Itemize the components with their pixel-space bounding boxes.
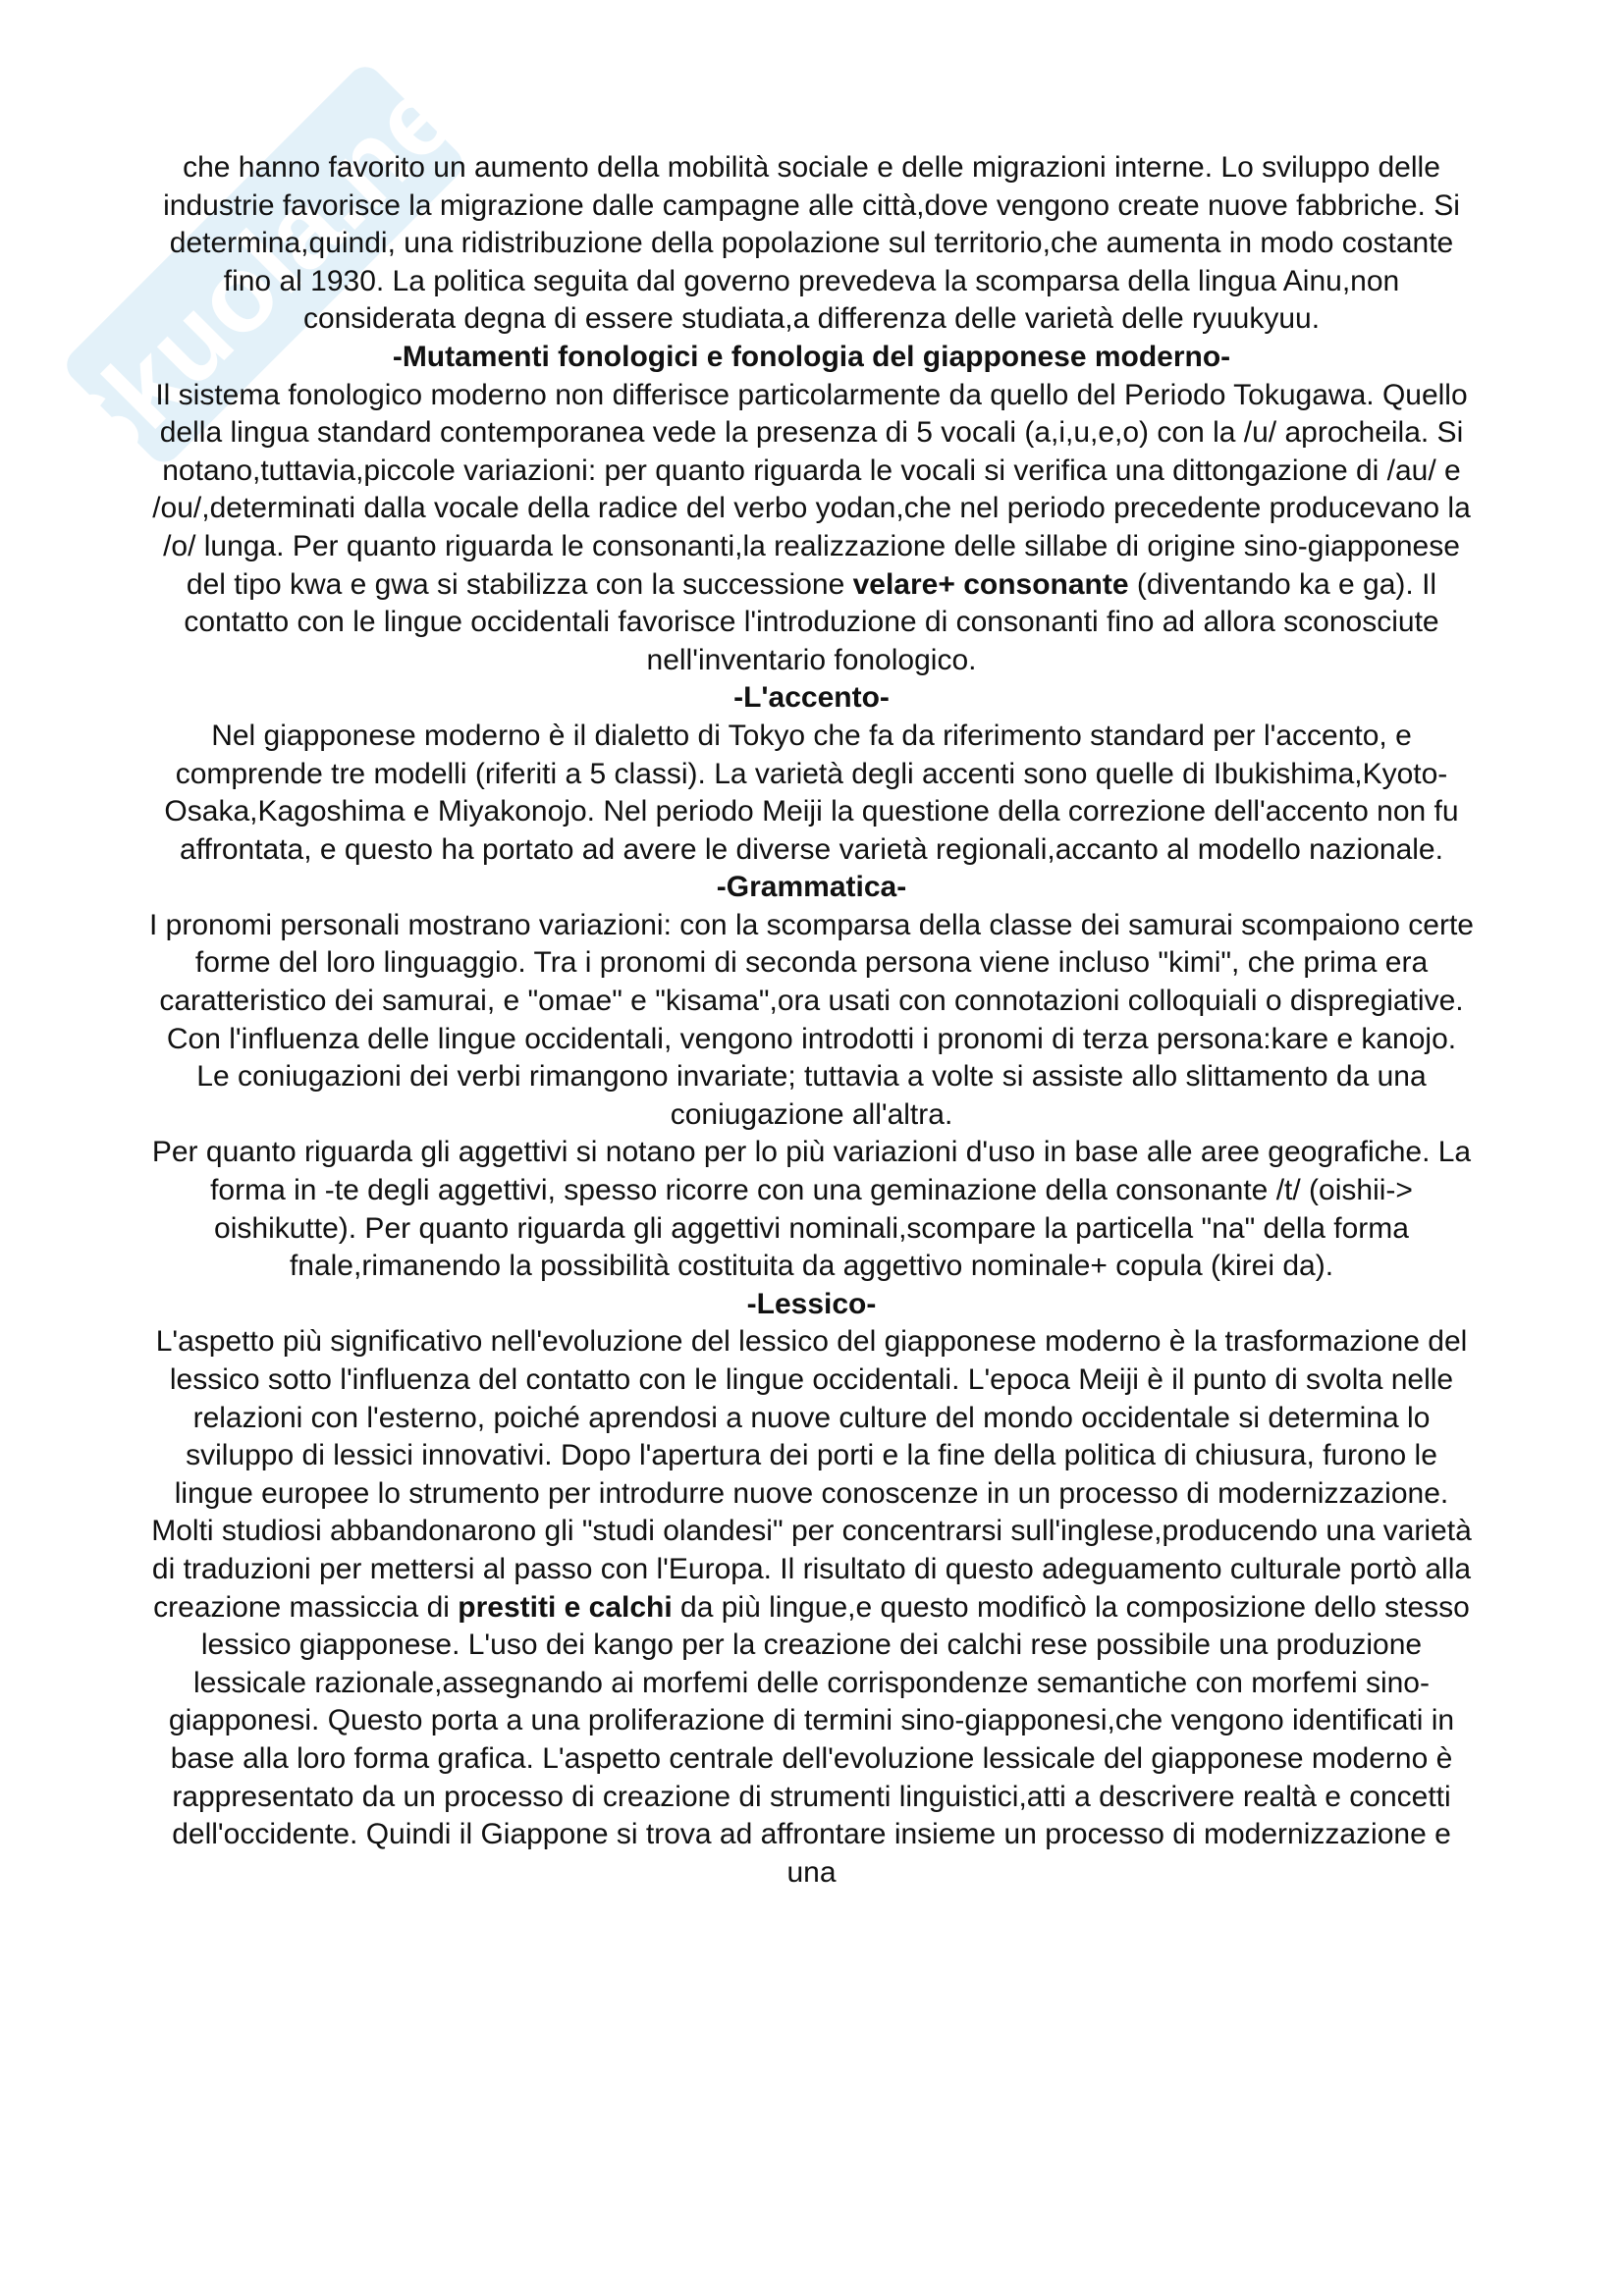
grammatica-paragraph-aggettivi: Per quanto riguarda gli aggettivi si notano per lo più variazioni d'uso in base alle aree geografiche. La forma in -te degli aggettivi, spesso ricorre con una geminazione della consonante /t/ (oishii-> oishikutte). Per quanto riguarda gli aggettivi nominali,scompare la particella "na" della forma fnale,rimanendo la possibilità costituita da aggettivo nominale+ copula (kirei da). (151, 1136, 1472, 1283)
grammatica-paragraph-pronomi: I pronomi personali mostrano variazioni: con la scomparsa della classe dei samurai scompaiono certe forme del loro linguaggio. Tra i pronomi di seconda persona viene incluso "kimi", che prima era caratteristico dei samurai, e "omae" e "kisama",ora usati con connotazioni colloquiali o dispregiative. Con l'influenza delle lingue occidentali, vengono introdotti i pronomi di terza persona:kare e kanojo. (149, 908, 1474, 1055)
accento-paragraph: Nel giapponese moderno è il dialetto di Tokyo che fa da riferimento standard per l'accento, e comprende tre modelli (riferiti a 5 classi). La varietà degli accenti sono quelle di Ibukishima,Kyoto-Osaka,Kagoshima e Miyakonojo. Nel periodo Meiji la questione della correzione dell'accento non fu affrontata, e questo ha portato ad avere le diverse varietà regionali,accanto al modello nazionale. (164, 719, 1459, 866)
fonologia-text-before: Il sistema fonologico moderno non differisce particolarmente da quello del Periodo Tokugawa. Quello della lingua standard contemporanea vede la presenza di 5 vocali (a,i,u,e,o) con la /u/ aprocheila. Si notano,tuttavia,piccole variazioni: per quanto riguarda le vocali si verifica una dittongazione di /au/ e /ou/,determinati dalla vocale della radice del verbo yodan,che nel periodo precedente producevano la /o/ lunga. Per quanto riguarda le consonanti,la realizzazione delle sillabe di origine sino-giapponese del tipo kwa e gwa si stabilizza con la successione (152, 378, 1471, 601)
lessico-text-after: da più lingue,e questo modificò la composizione dello stesso lessico giapponese. L'uso dei kango per la creazione dei calchi rese possibile una produzione lessicale razionale,assegnando ai morfemi delle corrispondenze semantiche con morfemi sino-giapponesi. Questo porta a una proliferazione di termini sino-giapponesi,che vengono identificati in base alla loro forma grafica. L'aspetto centrale dell'evoluzione lessicale del giapponese moderno è rappresentato da un processo di creazione di strumenti linguistici,atti a descrivere realtà e concetti dell'occidente. Quindi il Giappone si trova ad affrontare insieme un processo di modernizzazione e una (168, 1590, 1470, 1889)
fonologia-paragraph (147, 377, 1476, 680)
grammatica-paragraph-verbi: Le coniugazioni dei verbi rimangono invariate; tuttavia a volte si assiste allo slittamento da una coniugazione all'altra. (196, 1060, 1427, 1131)
heading-lessico: -Lessico- (746, 1287, 877, 1320)
heading-fonologia: -Mutamenti fonologici e fonologia del giapponese moderno- (392, 340, 1231, 373)
document-page (147, 149, 1476, 1892)
watermark-text: Skuola.net (30, 30, 503, 503)
lessico-paragraph (147, 1323, 1476, 1892)
heading-grammatica: -Grammatica- (716, 871, 907, 904)
lessico-bold-term: prestiti e calchi (458, 1590, 673, 1624)
heading-accento: -L'accento- (733, 681, 890, 715)
fonologia-text-after: (diventando ka e ga). Il contatto con le lingue occidentali favorisce l'introduzione di consonanti fino ad allora sconosciute nell'inventario fonologico. (184, 567, 1439, 676)
fonologia-bold-term: velare+ consonante (852, 567, 1129, 601)
lessico-text-before: L'aspetto più significativo nell'evoluzione del lessico del giapponese moderno è la trasformazione del lessico sotto l'influenza del contatto con le lingue occidentali. L'epoca Meiji è il punto di svolta nelle relazioni con l'esterno, poiché aprendosi a nuove culture del mondo occidentale si determina lo sviluppo di lessici innovativi. Dopo l'apertura dei porti e la fine della politica di chiusura, furono le lingue europee lo strumento per introdurre nuove conoscenze in un processo di modernizzazione. Molti studiosi abbandonarono gli "studi olandesi" per concentrarsi sull'inglese,producendo una varietà di traduzioni per mettersi al passo con l'Europa. Il risultato di questo adeguamento culturale portò alla creazione massiccia di (151, 1325, 1472, 1624)
intro-paragraph: che hanno favorito un aumento della mobilità sociale e delle migrazioni interne. Lo sviluppo delle industrie favorisce la migrazione dalle campagne alle città,dove vengono create nuove fabbriche. Si determina,quindi, una ridistribuzione della popolazione sul territorio,che aumenta in modo costante fino al 1930. La politica seguita dal governo prevedeva la scomparsa della lingua Ainu,non considerata degna di essere studiata,a differenza delle varietà delle ryuukyuu. (163, 151, 1460, 336)
